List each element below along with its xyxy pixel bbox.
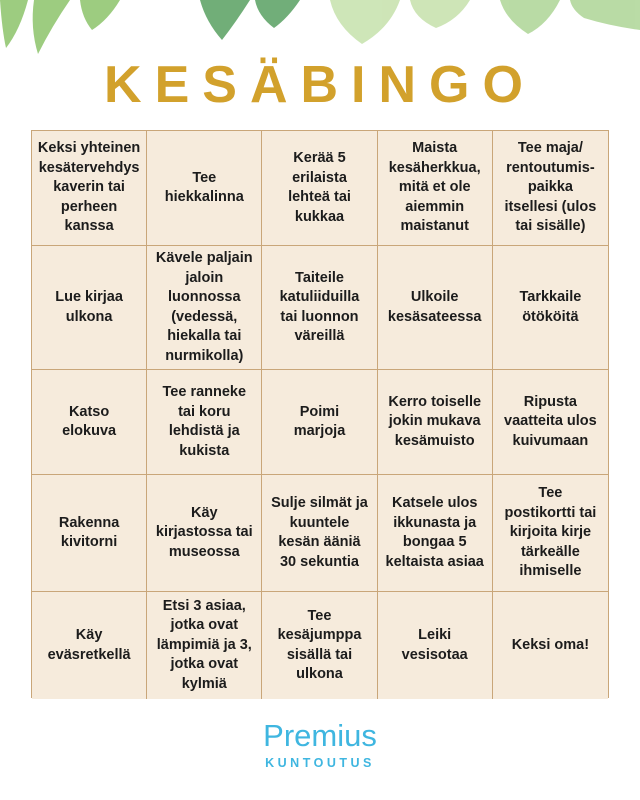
- bingo-cell: Sulje silmät ja kuuntele kesän ääniä 30 sekuntia: [262, 475, 377, 592]
- brand-logo-name: Premius: [263, 718, 377, 753]
- bingo-cell: Rakenna kivitorni: [32, 475, 147, 592]
- bingo-cell: Keksi yhteinen kesätervehdys kaverin tai perheen kanssa: [32, 131, 147, 246]
- bingo-cell: Leiki vesisotaa: [378, 592, 493, 699]
- bingo-cell: Tee ranneke tai koru lehdistä ja kukista: [147, 370, 262, 475]
- bingo-cell: Poimi marjoja: [262, 370, 377, 475]
- bingo-board: [31, 130, 609, 698]
- bingo-cell: Käy kirjastossa tai museossa: [147, 475, 262, 592]
- bingo-cell: Tee kesäjumppa sisällä tai ulkona: [262, 592, 377, 699]
- bingo-cell: Ripusta vaatteita ulos kuivumaan: [493, 370, 608, 475]
- bingo-cell: Tarkkaile ötököitä: [493, 246, 608, 370]
- bingo-cell: Tee hiekkalinna: [147, 131, 262, 246]
- bingo-cell: Taiteile katuliiduilla tai luonnon väreillä: [262, 246, 377, 370]
- page-title: KESÄBINGO: [104, 56, 536, 114]
- bingo-cell: Käy eväsretkellä: [32, 592, 147, 699]
- bingo-cell: Katsele ulos ikkunasta ja bongaa 5 keltaista asiaa: [378, 475, 493, 592]
- bingo-cell: Tee maja/ rentoutumis- paikka itsellesi (ulos tai sisälle): [493, 131, 608, 246]
- bingo-cell: Maista kesäherkkua, mitä et ole aiemmin maistanut: [378, 131, 493, 246]
- bingo-cell: Ulkoile kesäsateessa: [378, 246, 493, 370]
- tropical-leaves-icon: [0, 0, 640, 60]
- bingo-cell: Etsi 3 asiaa, jotka ovat lämpimiä ja 3, jotka ovat kylmiä: [147, 592, 262, 699]
- bingo-cell: Kerro toiselle jokin mukava kesämuisto: [378, 370, 493, 475]
- bingo-cell: Kävele paljain jaloin luonnossa (vedessä, hiekalla tai nurmikolla): [147, 246, 262, 370]
- bingo-cell: Keksi oma!: [493, 592, 608, 699]
- bingo-cell: Kerää 5 erilaista lehteä tai kukkaa: [262, 131, 377, 246]
- bingo-cell: Tee postikortti tai kirjoita kirje tärkeälle ihmiselle: [493, 475, 608, 592]
- bingo-cell: Lue kirjaa ulkona: [32, 246, 147, 370]
- bingo-cell: Katso elokuva: [32, 370, 147, 475]
- brand-logo-subtitle: KUNTOUTUS: [265, 756, 375, 770]
